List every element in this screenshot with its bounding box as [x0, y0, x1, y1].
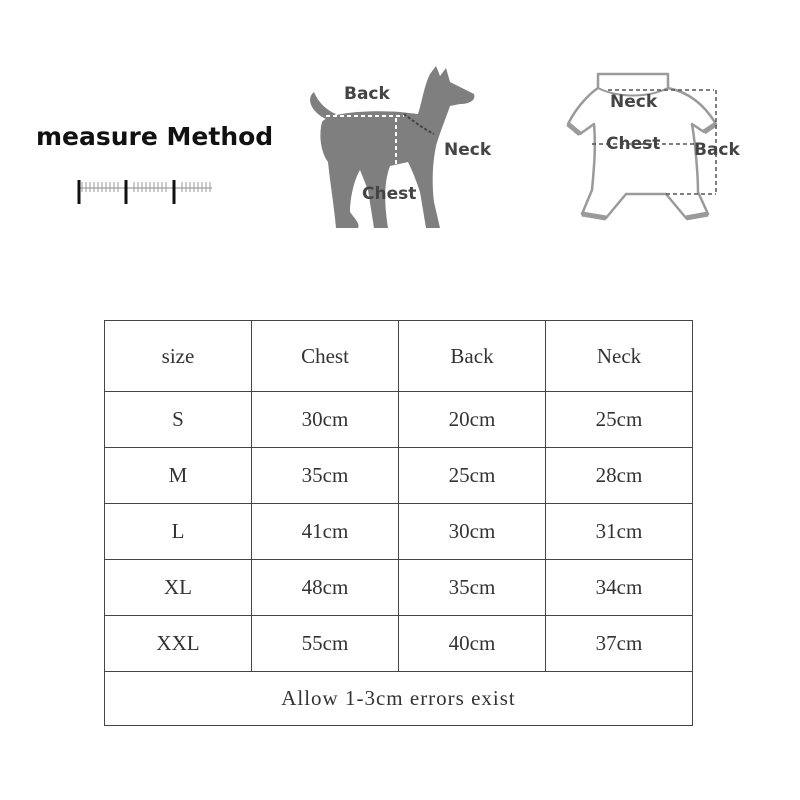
cell-neck: 34cm — [546, 560, 693, 616]
cell-size: XL — [105, 560, 252, 616]
header-size: size — [105, 321, 252, 392]
cell-chest: 41cm — [252, 504, 399, 560]
cell-size: S — [105, 392, 252, 448]
ruler-icon — [76, 178, 216, 208]
table-row — [105, 448, 693, 504]
cell-back: 40cm — [399, 616, 546, 672]
shirt-neck-label: Neck — [610, 92, 658, 112]
cell-back: 20cm — [399, 392, 546, 448]
cell-back: 30cm — [399, 504, 546, 560]
table-row — [105, 616, 693, 672]
table-note-row — [105, 672, 693, 726]
table-row — [105, 560, 693, 616]
shirt-back-label: Back — [694, 140, 740, 160]
error-tolerance-note: Allow 1-3cm errors exist — [105, 672, 693, 726]
shirt-chest-label: Chest — [606, 134, 661, 154]
measure-method-title: measure Method — [36, 122, 274, 151]
cell-neck: 31cm — [546, 504, 693, 560]
header-chest: Chest — [252, 321, 399, 392]
cell-chest: 35cm — [252, 448, 399, 504]
dog-diagram — [300, 62, 510, 232]
cell-size: XXL — [105, 616, 252, 672]
dog-chest-label: Chest — [362, 184, 417, 204]
table-header-row — [105, 321, 693, 392]
cell-back: 35cm — [399, 560, 546, 616]
cell-chest: 48cm — [252, 560, 399, 616]
cell-neck: 28cm — [546, 448, 693, 504]
size-chart-table — [104, 320, 693, 726]
table-row — [105, 504, 693, 560]
table-row — [105, 392, 693, 448]
header-neck: Neck — [546, 321, 693, 392]
cell-neck: 25cm — [546, 392, 693, 448]
dog-neck-label: Neck — [444, 140, 492, 160]
cell-size: M — [105, 448, 252, 504]
shirt-diagram — [548, 68, 748, 228]
cell-neck: 37cm — [546, 616, 693, 672]
cell-back: 25cm — [399, 448, 546, 504]
dog-back-label: Back — [344, 84, 390, 104]
header-back: Back — [399, 321, 546, 392]
cell-chest: 55cm — [252, 616, 399, 672]
cell-chest: 30cm — [252, 392, 399, 448]
cell-size: L — [105, 504, 252, 560]
